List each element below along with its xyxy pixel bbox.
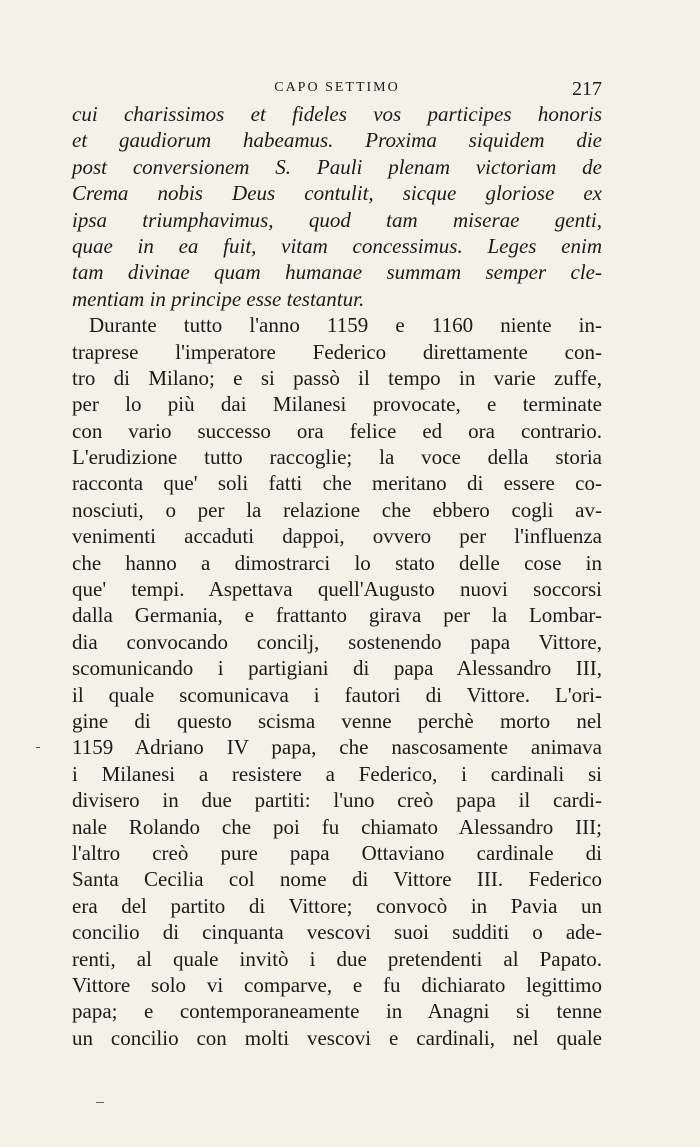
text-line: per lo più dai Milanesi provocate, e terminate xyxy=(72,392,602,417)
text-line: que' tempi. Aspettava quell'Augusto nuovi soccorsi xyxy=(72,577,602,602)
text-line: Crema nobis Deus contulit, sicque gloriose ex xyxy=(72,181,602,206)
text-line: divisero in due partiti: l'uno creò papa il cardi- xyxy=(72,788,602,813)
text-line: gine di questo scisma venne perchè morto nel xyxy=(72,708,602,733)
text-line: l'altro creò pure papa Ottaviano cardinale di xyxy=(72,840,602,865)
text-line: L'erudizione tutto raccoglie; la voce della storia xyxy=(72,445,602,470)
text-line: Durante tutto l'anno 1159 e 1160 niente in- xyxy=(89,313,602,338)
text-line: con vario successo ora felice ed ora contrario. xyxy=(72,418,602,443)
running-head: CAPO SETTIMO xyxy=(274,80,400,95)
text-line: renti, al quale invitò i due pretendenti al Papato. xyxy=(72,946,602,971)
text-line: concilio di cinquanta vescovi suoi sudditi o ade- xyxy=(72,920,602,945)
text-line: scomunicando i partigiani di papa Alessandro III, xyxy=(72,656,602,681)
page-number: 217 xyxy=(572,78,602,100)
text-line: mentiam in principe esse testantur. xyxy=(72,286,365,311)
text-line: racconta que' soli fatti che meritano di essere co- xyxy=(72,471,602,496)
text-line: nosciuti, o per la relazione che ebbero cogli av- xyxy=(72,497,602,522)
text-line: nale Rolando che poi fu chiamato Alessandro III; xyxy=(72,814,602,839)
text-line: venimenti accaduti dappoi, ovvero per l'influenza xyxy=(72,524,602,549)
text-line: tam divinae quam humanae summam semper cle- xyxy=(72,260,602,285)
text-line: post conversionem S. Pauli plenam victoriam de xyxy=(72,154,602,179)
text-line: che hanno a dimostrarci lo stato delle cose in xyxy=(72,550,602,575)
text-line: dia convocando concilj, sostenendo papa Vittore, xyxy=(72,629,602,654)
text-line: et gaudiorum habeamus. Proxima siquidem die xyxy=(72,128,602,153)
text-line: era del partito di Vittore; convocò in Pavia un xyxy=(72,893,602,918)
text-line: quae in ea fuit, vitam concessimus. Leges enim xyxy=(72,233,602,258)
text-line: ipsa triumphavimus, quod tam miserae genti, xyxy=(72,207,602,232)
text-line: Vittore solo vi comparve, e fu dichiarato legittimo xyxy=(72,972,602,997)
text-line: un concilio con molti vescovi e cardinali, nel quale xyxy=(72,1025,602,1050)
text-line: tro di Milano; e si passò il tempo in varie zuffe, xyxy=(72,365,602,390)
text-line: papa; e contemporaneamente in Anagni si tenne xyxy=(72,999,602,1024)
text-line: traprese l'imperatore Federico direttamente con- xyxy=(72,339,602,364)
body-text xyxy=(72,101,602,1051)
text-line: cui charissimos et fideles vos participes honoris xyxy=(72,102,602,126)
text-line: i Milanesi a resistere a Federico, i cardinali si xyxy=(72,761,602,786)
bottom-mark xyxy=(96,1102,104,1103)
text-line: 1159 Adriano IV papa, che nascosamente animava xyxy=(72,735,602,760)
text-line: dalla Germania, e frattanto girava per la Lombar- xyxy=(72,603,602,628)
text-line: Santa Cecilia col nome di Vittore III. Federico xyxy=(72,867,602,892)
text-line: il quale scomunicava i fautori di Vittore. L'ori- xyxy=(72,682,602,707)
margin-mark xyxy=(36,747,40,748)
